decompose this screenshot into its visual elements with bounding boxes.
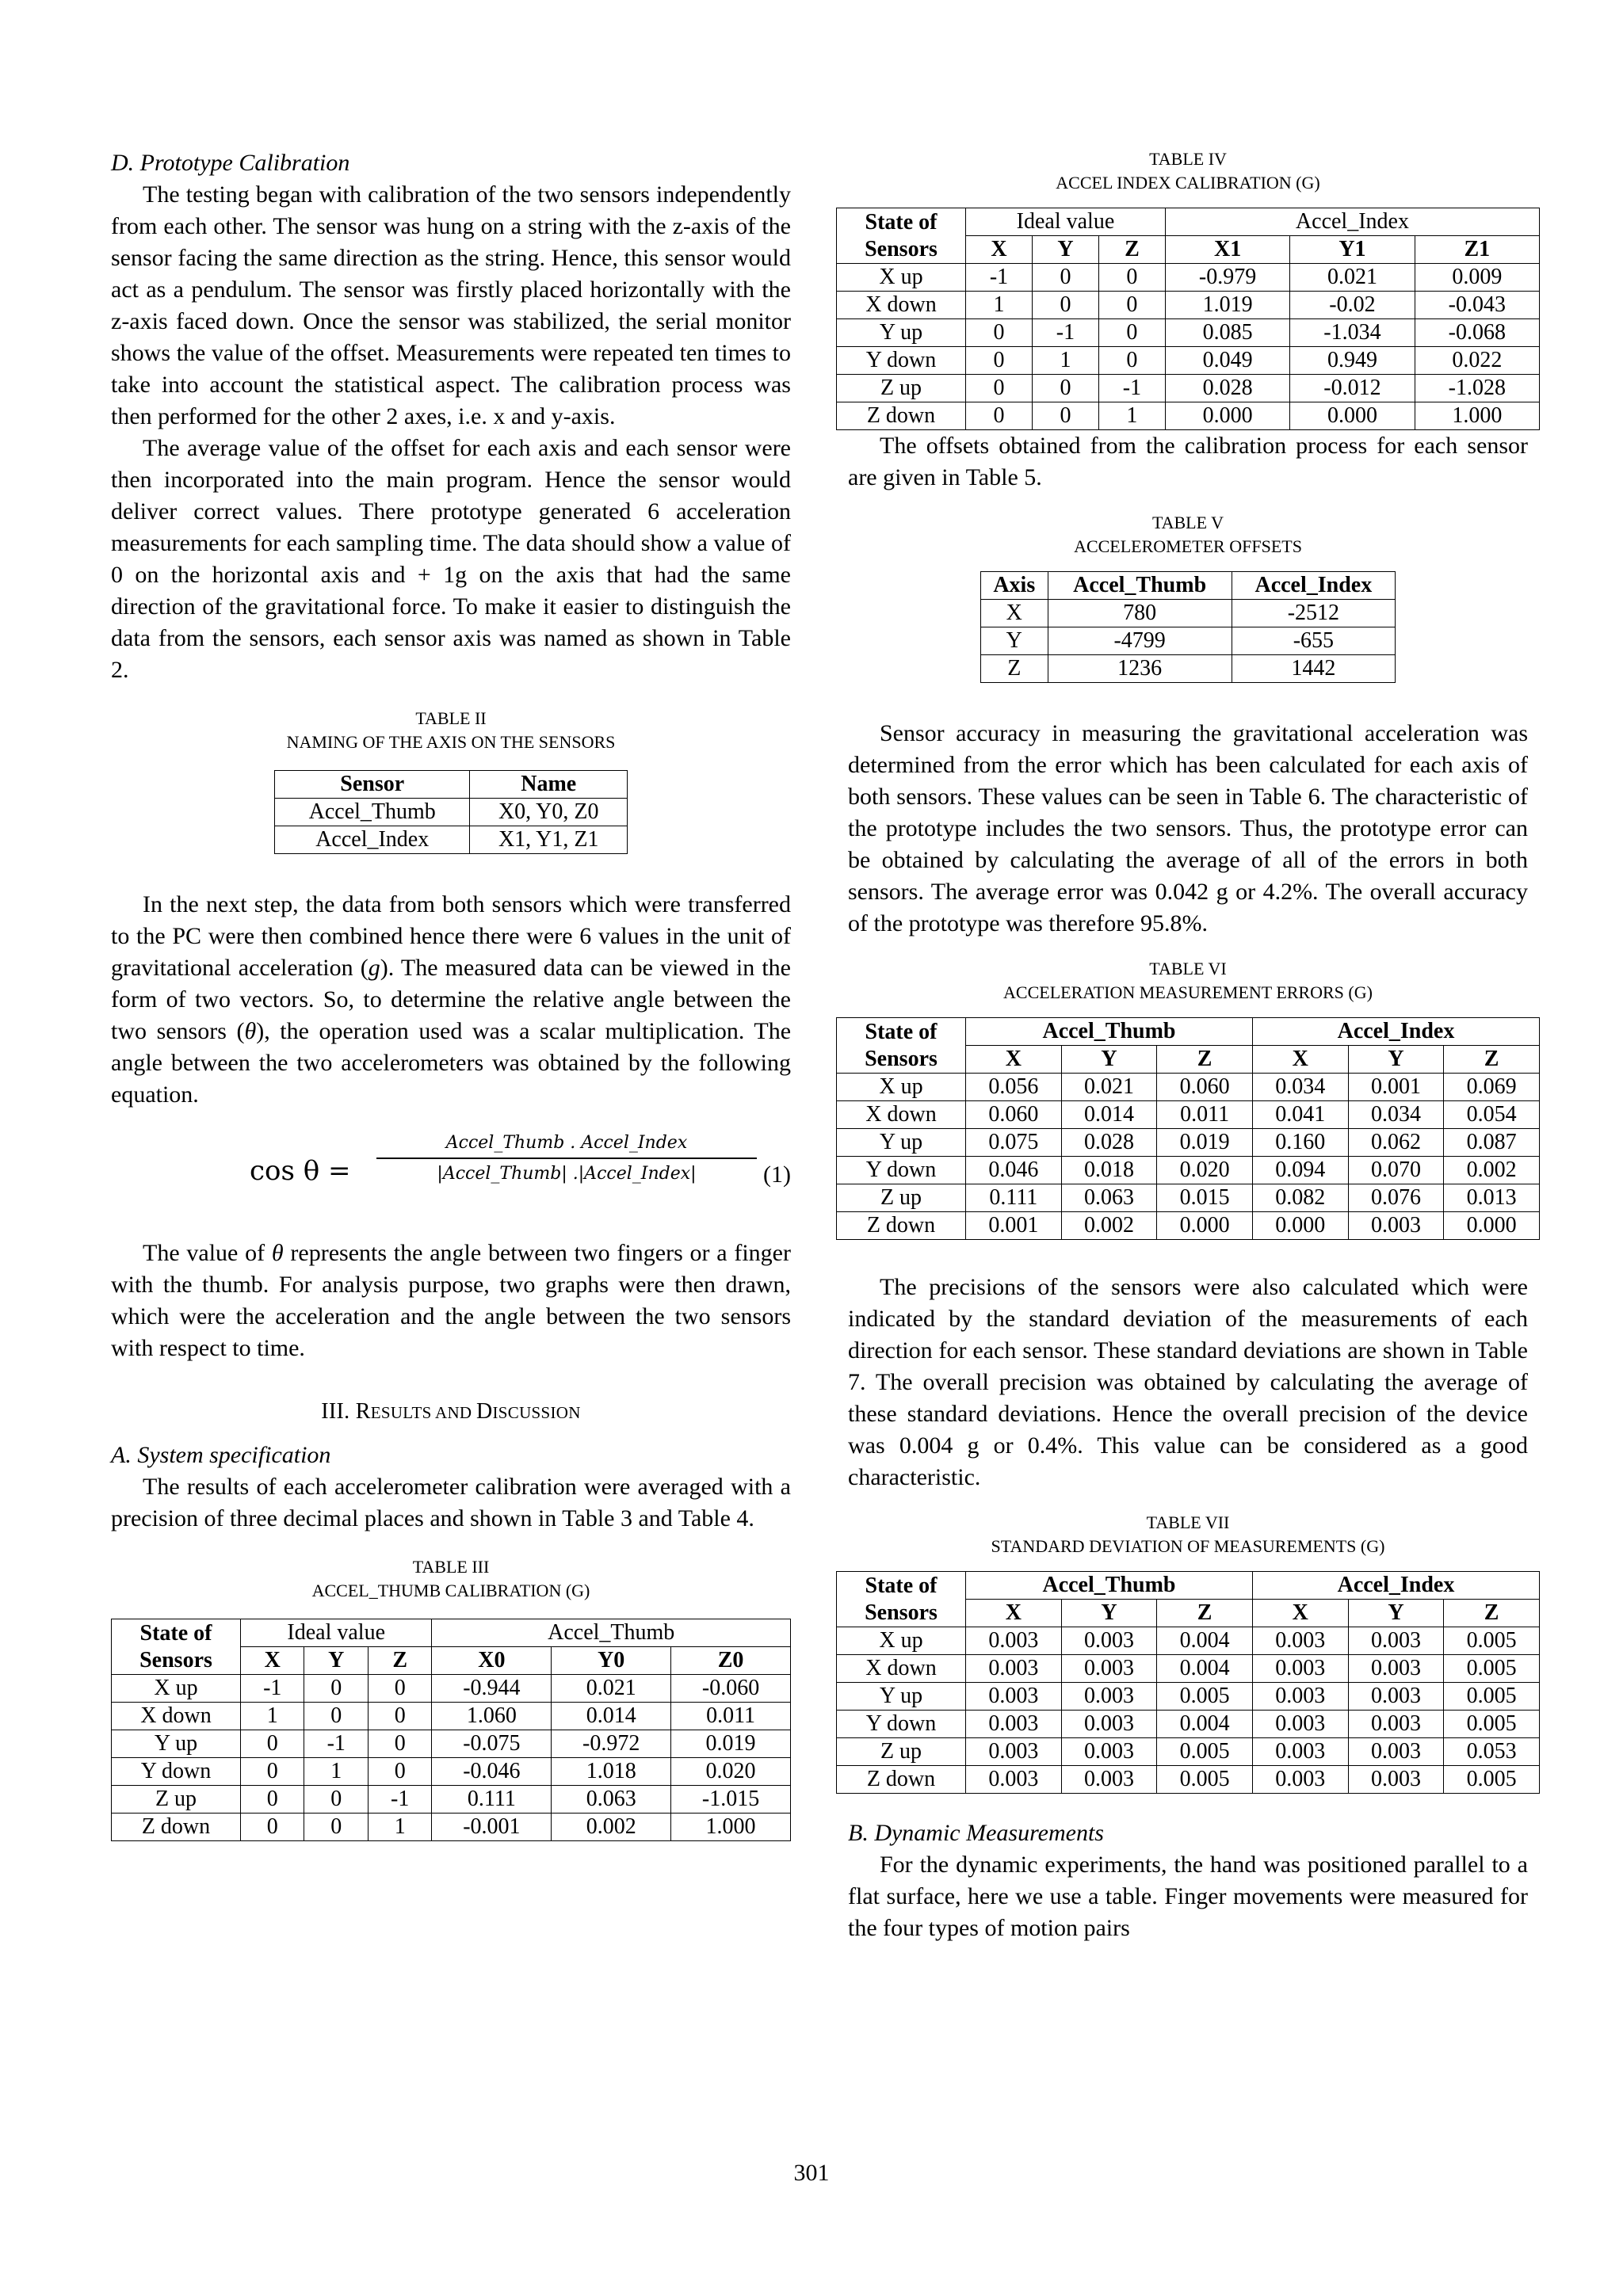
t3-cell: -0.060 — [671, 1675, 791, 1703]
t4-cell: 0 — [1032, 375, 1098, 402]
table-2-number: TABLE II — [415, 708, 487, 728]
table-7-number: TABLE VII — [1146, 1512, 1230, 1532]
t4-cell: -0.979 — [1165, 264, 1289, 292]
t5-cell: Z — [981, 655, 1048, 683]
t3-cell: -0.001 — [432, 1814, 552, 1841]
table-4-number: TABLE IV — [1149, 149, 1227, 169]
t6-cell: 0.060 — [966, 1101, 1062, 1129]
t6-subhead-0: X — [966, 1046, 1062, 1074]
t3-cell: 0 — [304, 1675, 368, 1703]
t5-head-0: Axis — [981, 572, 1048, 600]
table-row — [112, 1786, 791, 1814]
t3-cell: Z down — [112, 1814, 241, 1841]
t4-cell: X down — [837, 292, 966, 319]
t3-cell: 0 — [368, 1703, 431, 1730]
t4-cell: 0.000 — [1290, 402, 1415, 430]
t6-cell: 0.018 — [1061, 1157, 1157, 1184]
t6-cell: 0.011 — [1157, 1101, 1253, 1129]
table-4-title: ACCEL INDEX CALIBRATION (G) — [1056, 173, 1320, 193]
t6-cell: 0.034 — [1252, 1074, 1348, 1101]
t4-cell: 0.085 — [1165, 319, 1289, 347]
t4-cell: 0 — [966, 319, 1033, 347]
t4-cell: Y up — [837, 319, 966, 347]
t6-cell: 0.014 — [1061, 1101, 1157, 1129]
t4-cell: Z up — [837, 375, 966, 402]
t6-cell: Y down — [837, 1157, 966, 1184]
t6-cell: 0.000 — [1157, 1212, 1253, 1240]
t4-cell: 1 — [966, 292, 1033, 319]
t3-cell: 0 — [368, 1675, 431, 1703]
t7-cell: 0.003 — [1061, 1738, 1157, 1766]
t4-head-state: State of Sensors — [837, 208, 966, 264]
paragraph-offsets: The offsets obtained from the calibration process for each sensor are given in Table 5. — [848, 433, 1528, 490]
t7-cell: 0.003 — [1252, 1738, 1348, 1766]
t7-cell: 0.003 — [1252, 1711, 1348, 1738]
t7-cell: 0.003 — [1252, 1683, 1348, 1711]
t7-subhead-4: Y — [1348, 1600, 1444, 1627]
t6-cell: 0.041 — [1252, 1101, 1348, 1129]
table-row — [112, 1758, 791, 1786]
table-6-number: TABLE VI — [1149, 959, 1227, 978]
paragraph-accuracy: Sensor accuracy in measuring the gravitational acceleration was determined from the error which has been calculated for each axis of both sensors. These values can be seen in Table 6. The characteristic of the prototype includes the two sensors. Thus, the prototype error can be obtained by calculating the average of all of the errors in both sensors. The average error was 0.042 g or 4.2%. The overall accuracy of the prototype was therefore 95.8%. — [848, 720, 1528, 936]
t7-cell: Z down — [837, 1766, 966, 1794]
t5-cell: -655 — [1232, 627, 1395, 655]
t6-cell: 0.002 — [1061, 1212, 1157, 1240]
t4-cell: 0.022 — [1415, 347, 1539, 375]
t7-cell: 0.003 — [966, 1766, 1062, 1794]
t4-subhead-4: Y1 — [1290, 236, 1415, 264]
t6-cell: 0.076 — [1348, 1184, 1444, 1212]
t3-cell: 0 — [304, 1786, 368, 1814]
t4-cell: -0.043 — [1415, 292, 1539, 319]
t3-subhead-5: Z0 — [671, 1647, 791, 1675]
t4-cell: 0.028 — [1165, 375, 1289, 402]
t4-head-sensor: Accel_Index — [1165, 208, 1539, 236]
equation-fraction — [376, 1133, 757, 1184]
t5-cell: -2512 — [1232, 600, 1395, 627]
table-row — [837, 375, 1540, 402]
t7-cell: Y down — [837, 1711, 966, 1738]
symbol-g: g — [368, 955, 380, 981]
t7-cell: 0.003 — [1348, 1711, 1444, 1738]
t7-cell: 0.005 — [1444, 1711, 1540, 1738]
t6-cell: 0.063 — [1061, 1184, 1157, 1212]
table-7-std-dev — [836, 1571, 1540, 1794]
t6-subhead-3: X — [1252, 1046, 1348, 1074]
t7-cell: 0.005 — [1157, 1766, 1253, 1794]
t4-cell: 0 — [1098, 347, 1165, 375]
t4-cell: -0.02 — [1290, 292, 1415, 319]
t3-cell: 1 — [241, 1703, 304, 1730]
t4-cell: Z down — [837, 402, 966, 430]
t3-cell: 0 — [241, 1786, 304, 1814]
t4-cell: 0 — [1098, 264, 1165, 292]
t7-cell: 0.003 — [1348, 1683, 1444, 1711]
t4-cell: -0.012 — [1290, 375, 1415, 402]
paragraph-vectors: In the next step, the data from both sensors which were transferred to the PC were then combined hence there were 6 values in the unit of gravitational acceleration (g). The measured data can be viewed in the form of two vectors. So, to determine the relative angle between the two sensors (θ), the operation used was a scalar multiplication. The angle between the two accelerometers was obtained by the following equation. — [111, 891, 792, 1108]
t7-cell: 0.003 — [1348, 1766, 1444, 1794]
t7-cell: 0.003 — [1252, 1655, 1348, 1683]
t7-subhead-3: X — [1252, 1600, 1348, 1627]
t3-cell: -1 — [368, 1786, 431, 1814]
t4-cell: 1 — [1032, 347, 1098, 375]
table-row — [112, 1675, 791, 1703]
t7-cell: 0.003 — [1061, 1766, 1157, 1794]
t4-cell: 0.000 — [1165, 402, 1289, 430]
t3-cell: -1.015 — [671, 1786, 791, 1814]
t2-cell: Accel_Index — [275, 826, 470, 854]
t6-cell: 0.028 — [1061, 1129, 1157, 1157]
table-row — [275, 826, 628, 854]
t4-cell: 0.049 — [1165, 347, 1289, 375]
t4-cell: 1.019 — [1165, 292, 1289, 319]
t5-cell: Y — [981, 627, 1048, 655]
table-row — [837, 319, 1540, 347]
t4-subhead-0: X — [966, 236, 1033, 264]
t7-cell: 0.005 — [1444, 1655, 1540, 1683]
table-5-offsets — [980, 571, 1396, 683]
section-d-title: D. Prototype Calibration — [111, 150, 350, 176]
right-column — [848, 147, 1528, 1944]
t4-cell: 1.000 — [1415, 402, 1539, 430]
t7-cell: 0.003 — [1348, 1738, 1444, 1766]
t4-cell: 0.949 — [1290, 347, 1415, 375]
t4-cell: 0 — [966, 375, 1033, 402]
table-row — [112, 1703, 791, 1730]
t7-cell: 0.004 — [1157, 1711, 1253, 1738]
table-5-title: ACCELEROMETER OFFSETS — [1074, 536, 1302, 556]
t7-cell: 0.003 — [1252, 1766, 1348, 1794]
t3-cell: 0 — [368, 1758, 431, 1786]
t5-cell: 1236 — [1048, 655, 1232, 683]
t3-cell: 1 — [368, 1814, 431, 1841]
t2-cell: Accel_Thumb — [275, 799, 470, 826]
t6-cell: Y up — [837, 1129, 966, 1157]
t7-cell: 0.003 — [1252, 1627, 1348, 1655]
t7-cell: 0.003 — [966, 1711, 1062, 1738]
t3-subhead-1: Y — [304, 1647, 368, 1675]
t6-cell: 0.056 — [966, 1074, 1062, 1101]
t6-cell: 0.046 — [966, 1157, 1062, 1184]
t7-cell: 0.003 — [966, 1683, 1062, 1711]
section-a-title: A. System specification — [111, 1442, 331, 1468]
equation-lhs: cos θ = — [250, 1155, 351, 1187]
t6-cell: 0.001 — [966, 1212, 1062, 1240]
table-2-title: NAMING OF THE AXIS ON THE SENSORS — [286, 732, 616, 752]
table-7-title: STANDARD DEVIATION OF MEASUREMENTS (G) — [991, 1536, 1385, 1556]
t6-cell: 0.070 — [1348, 1157, 1444, 1184]
t6-cell: Z down — [837, 1212, 966, 1240]
t3-head-ideal: Ideal value — [241, 1619, 432, 1647]
t6-cell: 0.082 — [1252, 1184, 1348, 1212]
t4-cell: -1 — [1098, 375, 1165, 402]
t7-cell: 0.003 — [1061, 1711, 1157, 1738]
t2-cell: X0, Y0, Z0 — [470, 799, 628, 826]
table-row — [981, 655, 1396, 683]
t3-cell: 1 — [304, 1758, 368, 1786]
t5-cell: 780 — [1048, 600, 1232, 627]
paragraph-precision: The precisions of the sensors were also calculated which were indicated by the standard deviation of the measurements of each direction for each sensor. These standard deviations are shown in Table 7. The overall precision was obtained by calculating the average of these standard deviations. Hence the overall precision of the device was 0.004 g or 0.4%. This value can be considered as a good characteristic. — [848, 1274, 1528, 1490]
t6-cell: 0.060 — [1157, 1074, 1253, 1101]
t3-cell: 1.000 — [671, 1814, 791, 1841]
paragraph-calibration-1: The testing began with calibration of the two sensors independently from each other. The sensor was hung on a string with the z-axis of the sensor facing the same direction as the string. Hence, this sensor would act as a pendulum. The sensor was firstly placed horizontally with the z-axis faced down. Once the sensor was stabilized, the serial monitor shows the value of the offset. Measurements were repeated ten times to take into account the statistical aspect. The calibration process was then performed for the other 2 axes, i.e. x and y-axis. — [111, 181, 791, 429]
t2-cell: X1, Y1, Z1 — [470, 826, 628, 854]
t3-head-state: State of Sensors — [112, 1619, 241, 1675]
t3-cell: 0.019 — [671, 1730, 791, 1758]
table-row — [981, 627, 1396, 655]
paragraph-system-spec: The results of each accelerometer calibration were averaged with a precision of three decimal places and shown in Table 3 and Table 4. — [111, 1474, 791, 1531]
t3-cell: 0.063 — [552, 1786, 671, 1814]
t7-cell: 0.003 — [1348, 1655, 1444, 1683]
t4-cell: 0 — [966, 347, 1033, 375]
t4-subhead-1: Y — [1032, 236, 1098, 264]
t7-cell: 0.003 — [966, 1655, 1062, 1683]
t2-head-0: Sensor — [275, 771, 470, 799]
t7-cell: Z up — [837, 1738, 966, 1766]
t6-head-thumb: Accel_Thumb — [966, 1018, 1253, 1046]
table-row — [981, 600, 1396, 627]
t4-cell: 0 — [1032, 402, 1098, 430]
t3-cell: -0.046 — [432, 1758, 552, 1786]
t4-cell: 0.021 — [1290, 264, 1415, 292]
t6-cell: 0.019 — [1157, 1129, 1253, 1157]
t6-subhead-2: Z — [1157, 1046, 1253, 1074]
t7-cell: 0.003 — [1061, 1655, 1157, 1683]
t4-cell: 0 — [1098, 292, 1165, 319]
t3-cell: 0 — [241, 1758, 304, 1786]
t4-cell: -1 — [1032, 319, 1098, 347]
t7-cell: 0.003 — [966, 1738, 1062, 1766]
t3-cell: -1 — [304, 1730, 368, 1758]
t6-cell: 0.160 — [1252, 1129, 1348, 1157]
t3-cell: -1 — [241, 1675, 304, 1703]
t4-cell: 0 — [1032, 264, 1098, 292]
table-6-errors — [836, 1017, 1540, 1240]
t3-cell: 0 — [368, 1730, 431, 1758]
t6-cell: 0.001 — [1348, 1074, 1444, 1101]
table-row — [837, 1627, 1540, 1655]
t7-cell: 0.005 — [1157, 1738, 1253, 1766]
t7-head-thumb: Accel_Thumb — [966, 1572, 1253, 1600]
t7-head-index: Accel_Index — [1252, 1572, 1539, 1600]
t6-cell: 0.111 — [966, 1184, 1062, 1212]
t6-cell: 0.000 — [1252, 1212, 1348, 1240]
table-row — [837, 1074, 1540, 1101]
t3-cell: 0.002 — [552, 1814, 671, 1841]
t7-subhead-2: Z — [1157, 1600, 1253, 1627]
paragraph-theta: The value of θ represents the angle between two fingers or a finger with the thumb. For analysis purpose, two graphs were then drawn, which were the acceleration and the angle between the two sensors with respect to time. — [111, 1240, 791, 1361]
t4-cell: -1 — [966, 264, 1033, 292]
t4-cell: 0 — [1098, 319, 1165, 347]
t4-subhead-5: Z1 — [1415, 236, 1539, 264]
t6-cell: X down — [837, 1101, 966, 1129]
table-row — [837, 1157, 1540, 1184]
t7-head-state: State of Sensors — [837, 1572, 966, 1627]
equation-1 — [111, 1130, 791, 1217]
t3-subhead-2: Z — [368, 1647, 431, 1675]
t7-cell: 0.003 — [966, 1627, 1062, 1655]
t7-cell: 0.003 — [1061, 1627, 1157, 1655]
t7-cell: 0.004 — [1157, 1655, 1253, 1683]
t4-cell: -0.068 — [1415, 319, 1539, 347]
table-row — [112, 1730, 791, 1758]
table-2-axis-naming — [274, 770, 628, 854]
t7-cell: X up — [837, 1627, 966, 1655]
t3-cell: -0.944 — [432, 1675, 552, 1703]
table-row — [837, 264, 1540, 292]
t5-head-2: Accel_Index — [1232, 572, 1395, 600]
t4-cell: 0 — [966, 402, 1033, 430]
t7-subhead-1: Y — [1061, 1600, 1157, 1627]
t3-cell: Y down — [112, 1758, 241, 1786]
table-4-index-calibration — [836, 208, 1540, 430]
t6-cell: 0.054 — [1444, 1101, 1540, 1129]
t3-cell: -0.972 — [552, 1730, 671, 1758]
t7-cell: X down — [837, 1655, 966, 1683]
t5-head-1: Accel_Thumb — [1048, 572, 1232, 600]
paragraph-calibration-2: The average value of the offset for each axis and each sensor were then incorporated into the main program. Hence the sensor would deliver correct values. There prototype generated 6 acceleration measurements for each sampling time. The data should show a value of 0 on the horizontal axis and + 1g on the axis that had the same direction of the gravitational force. To make it easier to distinguish the data from the sensors, each sensor axis was named as shown in Table 2. — [111, 435, 791, 683]
t6-subhead-4: Y — [1348, 1046, 1444, 1074]
t3-cell: -0.075 — [432, 1730, 552, 1758]
t7-cell: Y up — [837, 1683, 966, 1711]
equation-label: (1) — [763, 1161, 791, 1188]
t6-cell: Z up — [837, 1184, 966, 1212]
t2-head-1: Name — [470, 771, 628, 799]
t4-cell: 0.009 — [1415, 264, 1539, 292]
t6-cell: 0.087 — [1444, 1129, 1540, 1157]
t7-subhead-5: Z — [1444, 1600, 1540, 1627]
t4-cell: 1 — [1098, 402, 1165, 430]
t6-cell: 0.069 — [1444, 1074, 1540, 1101]
equation-denominator: |Accel_Thumb| .|Accel_Index| — [437, 1164, 697, 1184]
t7-cell: 0.005 — [1444, 1627, 1540, 1655]
t3-subhead-4: Y0 — [552, 1647, 671, 1675]
t6-cell: 0.062 — [1348, 1129, 1444, 1157]
section-3-title: III. RESULTS AND DISCUSSION — [321, 1399, 581, 1424]
t6-head-index: Accel_Index — [1252, 1018, 1539, 1046]
t7-cell: 0.004 — [1157, 1627, 1253, 1655]
t4-cell: -1.028 — [1415, 375, 1539, 402]
t7-cell: 0.053 — [1444, 1738, 1540, 1766]
t6-cell: 0.094 — [1252, 1157, 1348, 1184]
t5-cell: X — [981, 600, 1048, 627]
t3-cell: Y up — [112, 1730, 241, 1758]
t7-cell: 0.005 — [1444, 1683, 1540, 1711]
table-row — [837, 1683, 1540, 1711]
t4-cell: Y down — [837, 347, 966, 375]
t3-cell: 0 — [304, 1814, 368, 1841]
t6-cell: 0.020 — [1157, 1157, 1253, 1184]
t3-cell: X up — [112, 1675, 241, 1703]
table-row — [837, 1655, 1540, 1683]
t3-cell: Z up — [112, 1786, 241, 1814]
table-3-title: ACCEL_THUMB CALIBRATION (G) — [311, 1581, 590, 1600]
t6-cell: 0.002 — [1444, 1157, 1540, 1184]
t6-cell: X up — [837, 1074, 966, 1101]
t4-cell: X up — [837, 264, 966, 292]
t3-subhead-3: X0 — [432, 1647, 552, 1675]
table-5-number: TABLE V — [1151, 513, 1224, 532]
t3-cell: 1.018 — [552, 1758, 671, 1786]
t3-cell: 0.011 — [671, 1703, 791, 1730]
t6-cell: 0.013 — [1444, 1184, 1540, 1212]
table-row — [837, 1212, 1540, 1240]
t3-subhead-0: X — [241, 1647, 304, 1675]
t4-cell: 0 — [1032, 292, 1098, 319]
t6-head-state: State of Sensors — [837, 1018, 966, 1074]
t4-subhead-2: Z — [1098, 236, 1165, 264]
t6-cell: 0.021 — [1061, 1074, 1157, 1101]
t7-cell: 0.003 — [1348, 1627, 1444, 1655]
t7-subhead-0: X — [966, 1600, 1062, 1627]
table-row — [837, 292, 1540, 319]
t3-cell: 0.014 — [552, 1703, 671, 1730]
t6-cell: 0.075 — [966, 1129, 1062, 1157]
table-row — [837, 1738, 1540, 1766]
t3-cell: 0.020 — [671, 1758, 791, 1786]
t4-cell: -1.034 — [1290, 319, 1415, 347]
t3-cell: 0.111 — [432, 1786, 552, 1814]
t7-cell: 0.005 — [1157, 1683, 1253, 1711]
table-6-title: ACCELERATION MEASUREMENT ERRORS (G) — [1003, 982, 1373, 1002]
table-row — [837, 1711, 1540, 1738]
t7-cell: 0.005 — [1444, 1766, 1540, 1794]
table-row — [837, 1101, 1540, 1129]
t3-cell: 0.021 — [552, 1675, 671, 1703]
t6-subhead-5: Z — [1444, 1046, 1540, 1074]
table-row — [837, 402, 1540, 430]
t5-cell: -4799 — [1048, 627, 1232, 655]
left-column — [111, 143, 791, 1841]
paragraph-dynamic: For the dynamic experiments, the hand was positioned parallel to a flat surface, here we use a table. Finger movements were measured for the four types of motion pairs — [848, 1852, 1528, 1941]
t6-cell: 0.003 — [1348, 1212, 1444, 1240]
section-b-title: B. Dynamic Measurements — [848, 1820, 1104, 1846]
t3-cell: X down — [112, 1703, 241, 1730]
t4-head-ideal: Ideal value — [966, 208, 1166, 236]
page-number: 301 — [793, 2160, 830, 2186]
table-3-thumb-calibration — [111, 1619, 791, 1841]
t5-cell: 1442 — [1232, 655, 1395, 683]
t6-cell: 0.000 — [1444, 1212, 1540, 1240]
t4-subhead-3: X1 — [1165, 236, 1289, 264]
t3-cell: 0 — [304, 1703, 368, 1730]
table-3-number: TABLE III — [412, 1557, 490, 1577]
table-row — [837, 1766, 1540, 1794]
t7-cell: 0.003 — [1061, 1683, 1157, 1711]
table-row — [837, 1129, 1540, 1157]
symbol-theta: θ — [244, 1018, 257, 1044]
table-row — [837, 1184, 1540, 1212]
t6-subhead-1: Y — [1061, 1046, 1157, 1074]
equation-numerator: Accel_Thumb . Accel_Index — [376, 1133, 757, 1159]
t6-cell: 0.034 — [1348, 1101, 1444, 1129]
t3-cell: 1.060 — [432, 1703, 552, 1730]
table-row — [275, 799, 628, 826]
t3-head-sensor: Accel_Thumb — [432, 1619, 791, 1647]
table-row — [837, 347, 1540, 375]
t6-cell: 0.015 — [1157, 1184, 1253, 1212]
table-row — [112, 1814, 791, 1841]
t3-cell: 0 — [241, 1730, 304, 1758]
t3-cell: 0 — [241, 1814, 304, 1841]
